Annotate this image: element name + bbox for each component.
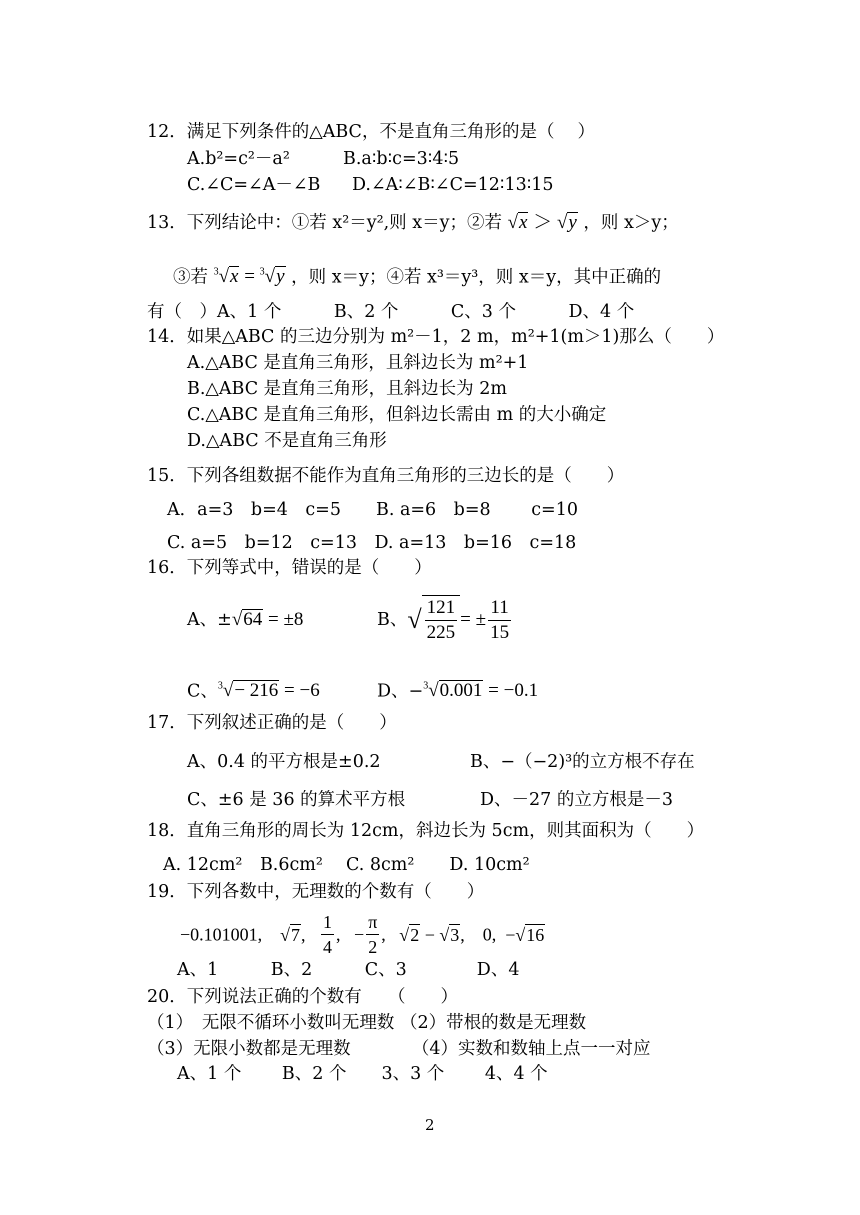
q16-b-rden: 15 (490, 621, 510, 643)
q16-b-den: 225 (426, 622, 456, 643)
q12-option-d: D.∠A∶∠B∶∠C=12∶13∶15 (352, 175, 554, 195)
q19-n5b-radicand: 3 (450, 924, 460, 945)
q19-n5a-radicand: 2 (410, 924, 420, 945)
q13-line1-text-b: ，则 x＞y； (583, 213, 679, 233)
q16-d-radicand: 0.001 (439, 680, 483, 702)
q16-d-rhs: = −0.1 (488, 680, 539, 702)
q16-b-rnum: 11 (488, 596, 510, 621)
q16-d-label: D、− (377, 681, 424, 702)
q17-option-b: B、−（−2)³的立方根不存在 (470, 752, 695, 772)
q12-option-b: B.a∶b∶c=3∶4∶5 (343, 149, 460, 169)
q17-stem: 17．下列叙述正确的是（ ） (147, 713, 397, 733)
q15-stem: 15．下列各组数据不能作为直角三角形的三边长的是（ ） (147, 466, 625, 486)
q19-options: A、1 B、2 C、3 D、4 (177, 960, 520, 980)
q12-option-a: A.b²=c²－a² (187, 149, 290, 169)
q14-option-a: A.△ABC 是直角三角形，且斜边长为 m²+1 (187, 353, 529, 373)
q14-option-c: C.△ABC 是直角三角形，但斜边长需由 m 的大小确定 (187, 405, 607, 425)
q12-stem: 12．满足下列条件的△ABC，不是直角三角形的是（ ） (147, 122, 596, 142)
q19-n6: 0, (482, 924, 497, 945)
q20-stem: 20．下列说法正确的个数有 （ ） (147, 987, 459, 1007)
q16-c-radicand: − 216 (234, 680, 279, 702)
q13-line1 (147, 212, 679, 234)
q20-statements-2: （3）无限小数都是无理数 （4）实数和数轴上点一一对应 (147, 1039, 651, 1059)
q19-n2-radicand: 7 (291, 924, 301, 945)
q16-b-num: 121 (425, 596, 458, 621)
q18-options: A. 12cm² B.6cm² C. 8cm² D. 10cm² (163, 855, 530, 875)
q13-line2 (173, 262, 661, 288)
q13-line2-text-a: ③若 (173, 267, 208, 288)
q16-b-label: B、 (377, 610, 408, 630)
q16-option-c: C、$^3$√− 216 = −6 (187, 680, 320, 702)
q16-option-d: D、−$^3$√0.001 = −0.1 (377, 680, 539, 702)
q16-option-a: A、±√64 = ±8 (187, 609, 304, 630)
q12-option-c: C.∠C=∠A－∠B (187, 175, 321, 195)
q15-row1: A．a=3 b=4 c=5 B. a=6 b=8 c=10 (167, 500, 578, 520)
q19-n3-num: 1 (321, 910, 334, 935)
q16-a-rhs: = ±8 (268, 609, 304, 630)
q14-option-d: D.△ABC 不是直角三角形 (187, 431, 387, 451)
q16-stem: 16．下列等式中，错误的是（ ） (147, 558, 432, 578)
q19-n4-num: π (366, 910, 379, 935)
q17-option-c: C、±6 是 36 的算术平方根 (187, 790, 406, 810)
q19-n3-den: 4 (323, 937, 333, 957)
q14-stem: 14．如果△ABC 的三边分别为 m²－1，2 m，m²+1(m＞1)那么（ ） (147, 327, 725, 347)
q20-options: A、1 个 B、2 个 3、3 个 4、4 个 (177, 1064, 548, 1084)
q16-c-label: C、 (187, 681, 218, 702)
q19-n7-radicand: 16 (526, 924, 545, 945)
q13-line1-text-a: 13．下列结论中：①若 x²＝y²,则 x＝y；②若 (147, 213, 502, 233)
q13-options: 有（ ）A、1 个 B、2 个 C、3 个 D、4 个 (147, 302, 635, 322)
q16-b-mid: = ± (460, 609, 487, 630)
q17-option-d: D、－27 的立方根是－3 (480, 790, 673, 810)
q19-stem: 19．下列各数中，无理数的个数有（ ） (147, 882, 485, 902)
page-number: 2 (425, 1116, 435, 1134)
q16-a-label: A、± (187, 610, 232, 630)
q13-line2-text-b: ，则 x＝y；④若 x³＝y³，则 x＝y，其中正确的 (291, 267, 662, 288)
q18-stem: 18．直角三角形的周长为 12cm，斜边长为 5cm，则其面积为（ ） (147, 821, 705, 841)
q19-n4-den: 2 (368, 937, 378, 957)
sqrt-x-gt-sqrt-y: √x ＞ √y (507, 212, 577, 233)
q17-option-a: A、0.4 的平方根是±0.2 (187, 752, 381, 772)
cbrt-x-eq-cbrt-y: $^3$√x = $^3$√y (213, 266, 285, 288)
q15-row2: C. a=5 b=12 c=13 D. a=13 b=16 c=18 (167, 533, 577, 553)
q14-option-b: B.△ABC 是直角三角形，且斜边长为 2m (187, 379, 507, 399)
q16-c-rhs: = −6 (284, 680, 320, 702)
q19-numbers: −0.101001, √7, $\frac{1}{4}$ , − $\frac{\pi}{2}$ , √2 − √3, 0, −√16 (180, 912, 545, 957)
q16-option-b: B、√ $\frac{121}{225}$ = ± $\frac{11}{15}$ (377, 596, 510, 643)
q16-a-radicand: 64 (243, 609, 263, 630)
q19-n1: −0.101001, (180, 924, 263, 945)
q20-statements-1: （1） 无限不循环小数叫无理数 （2）带根的数是无理数 (147, 1013, 587, 1033)
